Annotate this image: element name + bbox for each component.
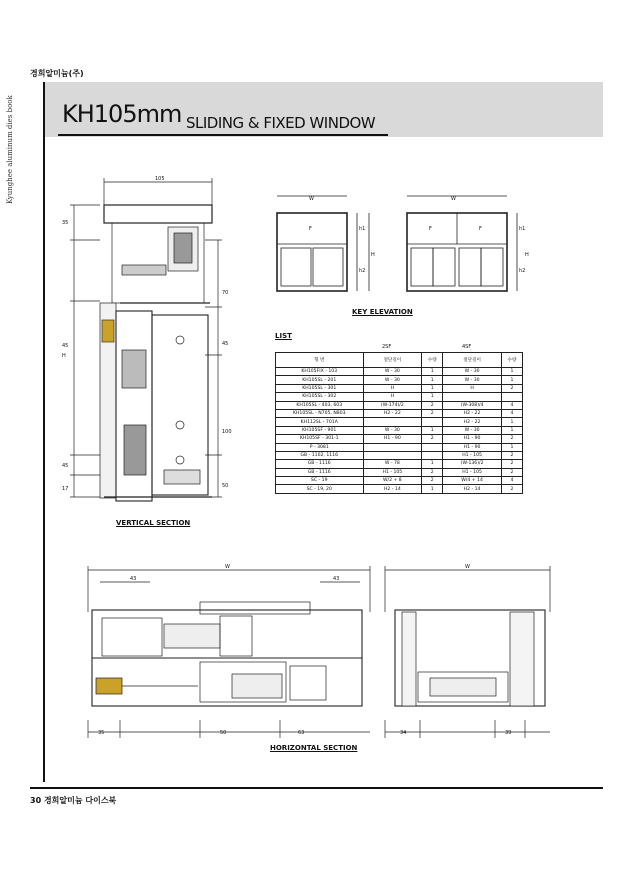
table-cell [422,418,443,426]
header-qty-2sf: 수량 [422,353,443,368]
table-cell: SC - 19 [276,477,364,485]
table-cell: W - 78 [363,460,422,468]
table-cell: H2 - 22 [443,418,502,426]
title-description: SLIDING & FIXED WINDOW [186,114,376,132]
svg-text:34: 34 [400,730,407,736]
table-cell: H1 - 90 [443,435,502,443]
table-row [276,468,523,476]
table-cell: 2 [422,435,443,443]
table-cell: GB - 1102, 1116 [276,451,364,459]
table-cell: 1 [422,460,443,468]
table-cell: 1 [422,426,443,434]
svg-text:35: 35 [62,220,69,226]
page-number: 30 [30,796,42,805]
table-cell [363,418,422,426]
table-cell: W - 30 [443,368,502,376]
svg-text:h2: h2 [359,268,366,274]
table-cell: H [363,384,422,392]
svg-text:H: H [525,252,529,258]
table-cell: KH105SF - 301-1 [276,435,364,443]
table-row [276,409,523,417]
elev-w-4sf: W [451,196,456,202]
list-title: LIST [275,332,292,340]
table-cell [363,443,422,451]
table-cell: 1 [422,368,443,376]
table-cell [443,393,502,401]
table-cell: H2 - 14 [363,485,422,493]
table-cell: 1 [501,426,522,434]
elev-w-2sf: W [309,196,314,202]
table-cell: (W-308)/4 [443,401,502,409]
table-cell: H1 - 105 [443,468,502,476]
table-cell [363,451,422,459]
svg-text:h1: h1 [519,226,526,232]
table-cell: 1 [501,368,522,376]
svg-text:43: 43 [130,576,137,582]
svg-text:70: 70 [222,290,229,296]
table-row [276,393,523,401]
svg-text:100: 100 [222,429,232,435]
table-row [276,443,523,451]
horizontal-section-drawing [80,562,560,742]
table-cell: H1 - 105 [363,468,422,476]
table-cell: KH105SL - N705, N803 [276,409,364,417]
table-cell: (W-136)/2 [443,460,502,468]
header-model: 형 번 [276,353,364,368]
header-cut-2sf: 절단길이 [363,353,422,368]
table-cell: 1 [422,393,443,401]
table-cell: 2 [501,468,522,476]
svg-text:W: W [465,564,470,570]
svg-text:W: W [225,564,230,570]
table-cell: 1 [501,443,522,451]
vertical-section-caption: VERTICAL SECTION [116,519,191,527]
table-cell: 4 [501,409,522,417]
svg-text:F: F [429,226,432,232]
table-row [276,376,523,384]
table-cell: KH105SL - 403, 603 [276,401,364,409]
side-text: Kyunghee aluminum dies book [6,95,14,204]
table-cell: KH105FIX - 103 [276,368,364,376]
table-row [276,451,523,459]
table-header-row [276,353,523,368]
table-cell: 1 [501,418,522,426]
svg-text:45: 45 [222,341,229,347]
svg-text:45: 45 [62,463,69,469]
svg-text:h1: h1 [359,226,366,232]
table-cell: H2 - 22 [443,409,502,417]
table-row [276,418,523,426]
group-2sf: 2SF [382,344,392,350]
table-cell: 1 [422,485,443,493]
table-cell: H1 - 90 [363,435,422,443]
table-cell: 1 [422,384,443,392]
table-cell: W - 30 [363,376,422,384]
header-cut-4sf: 절단길이 [443,353,502,368]
table-row [276,401,523,409]
footer-rule [30,787,603,789]
title-underline [58,134,388,136]
table-cell: SC - 19, 20 [276,485,364,493]
table-cell: 2 [501,384,522,392]
table-cell: 1 [422,376,443,384]
table-cell: P - 3081 [276,443,364,451]
table-row [276,368,523,376]
vertical-section-drawing [60,175,230,515]
table-cell: (W-174)/2 [363,401,422,409]
table-cell: 2 [422,409,443,417]
table-cell: H2 - 14 [443,485,502,493]
table-row [276,460,523,468]
svg-text:50: 50 [220,730,227,736]
height-mark: H [62,353,66,359]
table-cell: GB - 1116 [276,460,364,468]
table-cell: H [443,384,502,392]
table-cell: 2 [501,451,522,459]
svg-text:105: 105 [155,176,165,182]
table-cell: 2 [422,468,443,476]
key-elevation-caption: KEY ELEVATION [352,308,413,316]
table-cell: W - 30 [363,368,422,376]
table-row [276,477,523,485]
table-cell: W/2 + 8 [363,477,422,485]
table-cell: H2 - 22 [363,409,422,417]
table-cell: 2 [422,401,443,409]
svg-text:50: 50 [222,483,229,489]
table-cell: KH105SL - 201 [276,376,364,384]
svg-text:45: 45 [62,343,69,349]
table-cell: 2 [501,460,522,468]
table-cell: 2 [501,485,522,493]
title-model: KH105mm [62,100,182,128]
brand-label: 경희알미늄(주) [30,69,84,78]
table-cell: KH105SF - 901 [276,426,364,434]
table-row [276,426,523,434]
table-row [276,435,523,443]
horizontal-section-caption: HORIZONTAL SECTION [270,744,358,752]
table-cell: 2 [422,477,443,485]
svg-text:35: 35 [98,730,105,736]
header-qty-4sf: 수량 [501,353,522,368]
footer [30,795,116,806]
svg-text:43: 43 [333,576,340,582]
table-cell: KH112SL - 701A [276,418,364,426]
table-cell: GB - 1116 [276,468,364,476]
svg-text:h2: h2 [519,268,526,274]
left-rule [43,82,45,782]
table-cell: H1 - 105 [443,451,502,459]
table-cell: 2 [501,435,522,443]
cutting-list-table [275,352,523,494]
table-cell: KH105SL - 302 [276,393,364,401]
table-row [276,384,523,392]
table-cell [422,451,443,459]
table-cell: 4 [501,401,522,409]
svg-text:H: H [371,252,375,258]
svg-text:F: F [309,226,312,232]
svg-text:F: F [479,226,482,232]
table-cell: 1 [501,376,522,384]
key-elevation-drawing [265,190,535,300]
group-4sf: 4SF [462,344,472,350]
table-cell: W/4 + 14 [443,477,502,485]
table-row [276,485,523,493]
footer-label: 경희알미늄 다이스북 [43,796,117,805]
svg-text:39: 39 [505,730,512,736]
table-cell [422,443,443,451]
table-cell [501,393,522,401]
table-cell: 4 [501,477,522,485]
table-cell: W - 30 [443,426,502,434]
table-cell: H1 - 90 [443,443,502,451]
table-cell: KH105SL - 301 [276,384,364,392]
table-cell: H [363,393,422,401]
table-cell: W - 30 [443,376,502,384]
svg-text:17: 17 [62,486,69,492]
table-cell: W - 30 [363,426,422,434]
svg-text:63: 63 [298,730,305,736]
